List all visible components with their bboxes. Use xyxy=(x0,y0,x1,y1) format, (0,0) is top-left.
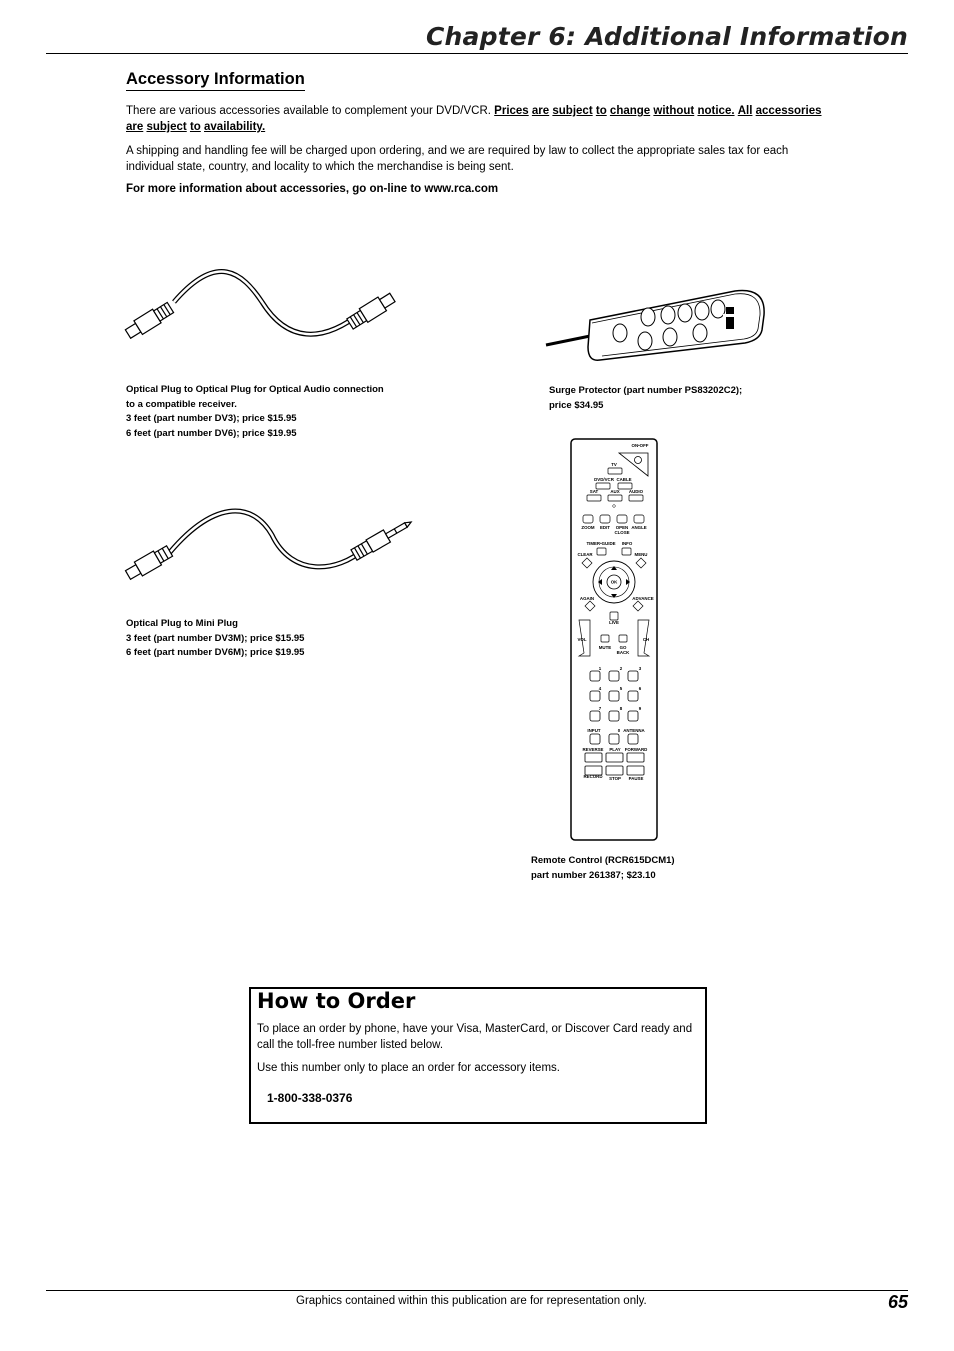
remote-label-again: AGAIN xyxy=(579,596,595,601)
notice-word: are xyxy=(531,105,550,117)
notice-word: accessories xyxy=(755,105,822,117)
caption-line: Optical Plug to Mini Plug xyxy=(126,618,238,629)
caption-line: 6 feet (part number DV6); price $19.95 xyxy=(126,427,297,439)
remote-label-play: PLAY xyxy=(609,747,621,752)
remote-label-edit: EDIT xyxy=(599,525,611,530)
header-rule xyxy=(46,53,908,54)
remote-label-record: RECORD xyxy=(583,774,603,779)
caption-optical-cable xyxy=(126,383,384,441)
caption-optical-mini xyxy=(126,617,304,661)
chapter-title: Chapter 6: Additional Information xyxy=(425,22,908,51)
remote-label-6: 6 xyxy=(638,686,642,691)
optical-cable-image xyxy=(122,262,412,350)
remote-label-cable: CABLE xyxy=(616,477,632,482)
remote-label-back: BACK xyxy=(616,650,630,655)
caption-line: to a compatible receiver. xyxy=(126,398,237,410)
order-title: How to Order xyxy=(257,989,416,1013)
remote-label-0: 0 xyxy=(617,728,621,733)
remote-label-4: 4 xyxy=(598,686,602,691)
caption-line: 3 feet (part number DV3M); price $15.95 xyxy=(126,632,305,644)
remote-label-timer-guide: TIMER•GUIDE xyxy=(586,541,616,546)
remote-label-on-off: ON•OFF xyxy=(631,443,649,448)
remote-label-close: CLOSE xyxy=(614,530,630,535)
footer-note: Graphics contained within this publication are for representation only. xyxy=(296,1295,647,1307)
how-to-order-box xyxy=(249,987,707,1124)
order-phone-number: 1-800-338-0376 xyxy=(267,1091,353,1105)
remote-label-2: 2 xyxy=(619,666,623,671)
remote-label-audio: AUDIO xyxy=(628,489,644,494)
remote-label-dvd-vcr: DVD/VCR xyxy=(594,477,614,482)
caption-line: 3 feet (part number DV3); price $15.95 xyxy=(126,413,297,424)
remote-label-antenna: ANTENNA xyxy=(623,728,645,733)
remote-label-mute: MUTE xyxy=(598,645,612,650)
footer-rule xyxy=(46,1290,908,1291)
caption-line: price $34.95 xyxy=(549,399,604,411)
remote-label-go: GO xyxy=(619,645,627,650)
surge-protector-image xyxy=(540,285,768,365)
caption-line: Optical Plug to Optical Plug for Optical Audio connection xyxy=(126,384,384,395)
remote-label-pause: PAUSE xyxy=(628,776,644,781)
remote-label-ok: OK xyxy=(610,579,618,585)
caption-line: 6 feet (part number DV6M); price $19.95 xyxy=(126,647,305,658)
more-info-line: For more information about accessories, go on-line to www.rca.com xyxy=(126,183,499,195)
order-instructions: To place an order by phone, have your Visa, MasterCard, or Discover Card ready and call the toll-free number listed below. xyxy=(257,1023,693,1051)
remote-label-angle: ANGLE xyxy=(631,525,647,530)
caption-remote xyxy=(531,854,675,883)
remote-label-info: INFO xyxy=(621,541,633,546)
notice-word: to xyxy=(595,105,607,117)
optical-mini-cable-image xyxy=(122,505,418,585)
caption-surge-protector xyxy=(549,384,742,413)
remote-control-image xyxy=(566,436,662,844)
remote-label-stop: STOP xyxy=(609,776,621,781)
remote-label-aux: AUX xyxy=(610,489,620,494)
notice-word: without xyxy=(653,105,695,117)
caption-line: Surge Protector (part number PS83202C2); xyxy=(549,385,743,396)
notice-word: All xyxy=(737,105,753,117)
notice-word: to xyxy=(189,121,201,133)
remote-label-7: 7 xyxy=(598,706,602,711)
remote-label-8: 8 xyxy=(619,706,623,711)
caption-line: Remote Control (RCR615DCM1) xyxy=(531,855,675,866)
remote-label-tv: TV xyxy=(611,462,617,467)
remote-label-sat: SAT xyxy=(589,489,599,494)
notice-word: availability. xyxy=(204,121,266,133)
notice-word: are xyxy=(126,121,144,133)
remote-label-reverse: REVERSE xyxy=(582,747,604,752)
notice-word: Prices xyxy=(494,105,529,117)
intro-paragraph xyxy=(126,103,836,135)
remote-label-input: INPUT xyxy=(587,728,601,733)
remote-label-5: 5 xyxy=(619,686,623,691)
notice-word: subject xyxy=(552,105,593,117)
remote-label-open: OPEN xyxy=(615,525,629,530)
notice-word: subject xyxy=(146,121,187,133)
remote-label-forward: FORWARD xyxy=(624,747,648,752)
section-title: Accessory Information xyxy=(126,70,305,91)
remote-label-live: LIVE xyxy=(609,620,619,625)
page-number: 65 xyxy=(887,1292,908,1312)
remote-label-ch: CH xyxy=(642,637,650,642)
remote-label-1: 1 xyxy=(598,666,602,671)
remote-label-9: 9 xyxy=(638,706,642,711)
remote-label-3: 3 xyxy=(638,666,642,671)
remote-label-vol: VOL xyxy=(577,637,587,642)
remote-label-advance: ADVANCE xyxy=(632,596,654,601)
remote-label-zoom: ZOOM xyxy=(581,525,595,530)
caption-line: part number 261387; $23.10 xyxy=(531,869,656,881)
shipping-paragraph: A shipping and handling fee will be charged upon ordering, and we are required by law to collect the appropriate sales tax for each individual state, country, and locality to which the merchandise is being sent. xyxy=(126,145,789,173)
intro-text: There are various accessories available to complement your DVD/VCR. xyxy=(126,105,491,117)
notice-word: change xyxy=(609,105,651,117)
remote-label-menu: MENU xyxy=(634,552,648,557)
remote-label-clear: CLEAR xyxy=(577,552,593,557)
order-note: Use this number only to place an order for accessory items. xyxy=(257,1062,560,1074)
notice-word: notice. xyxy=(697,105,735,117)
